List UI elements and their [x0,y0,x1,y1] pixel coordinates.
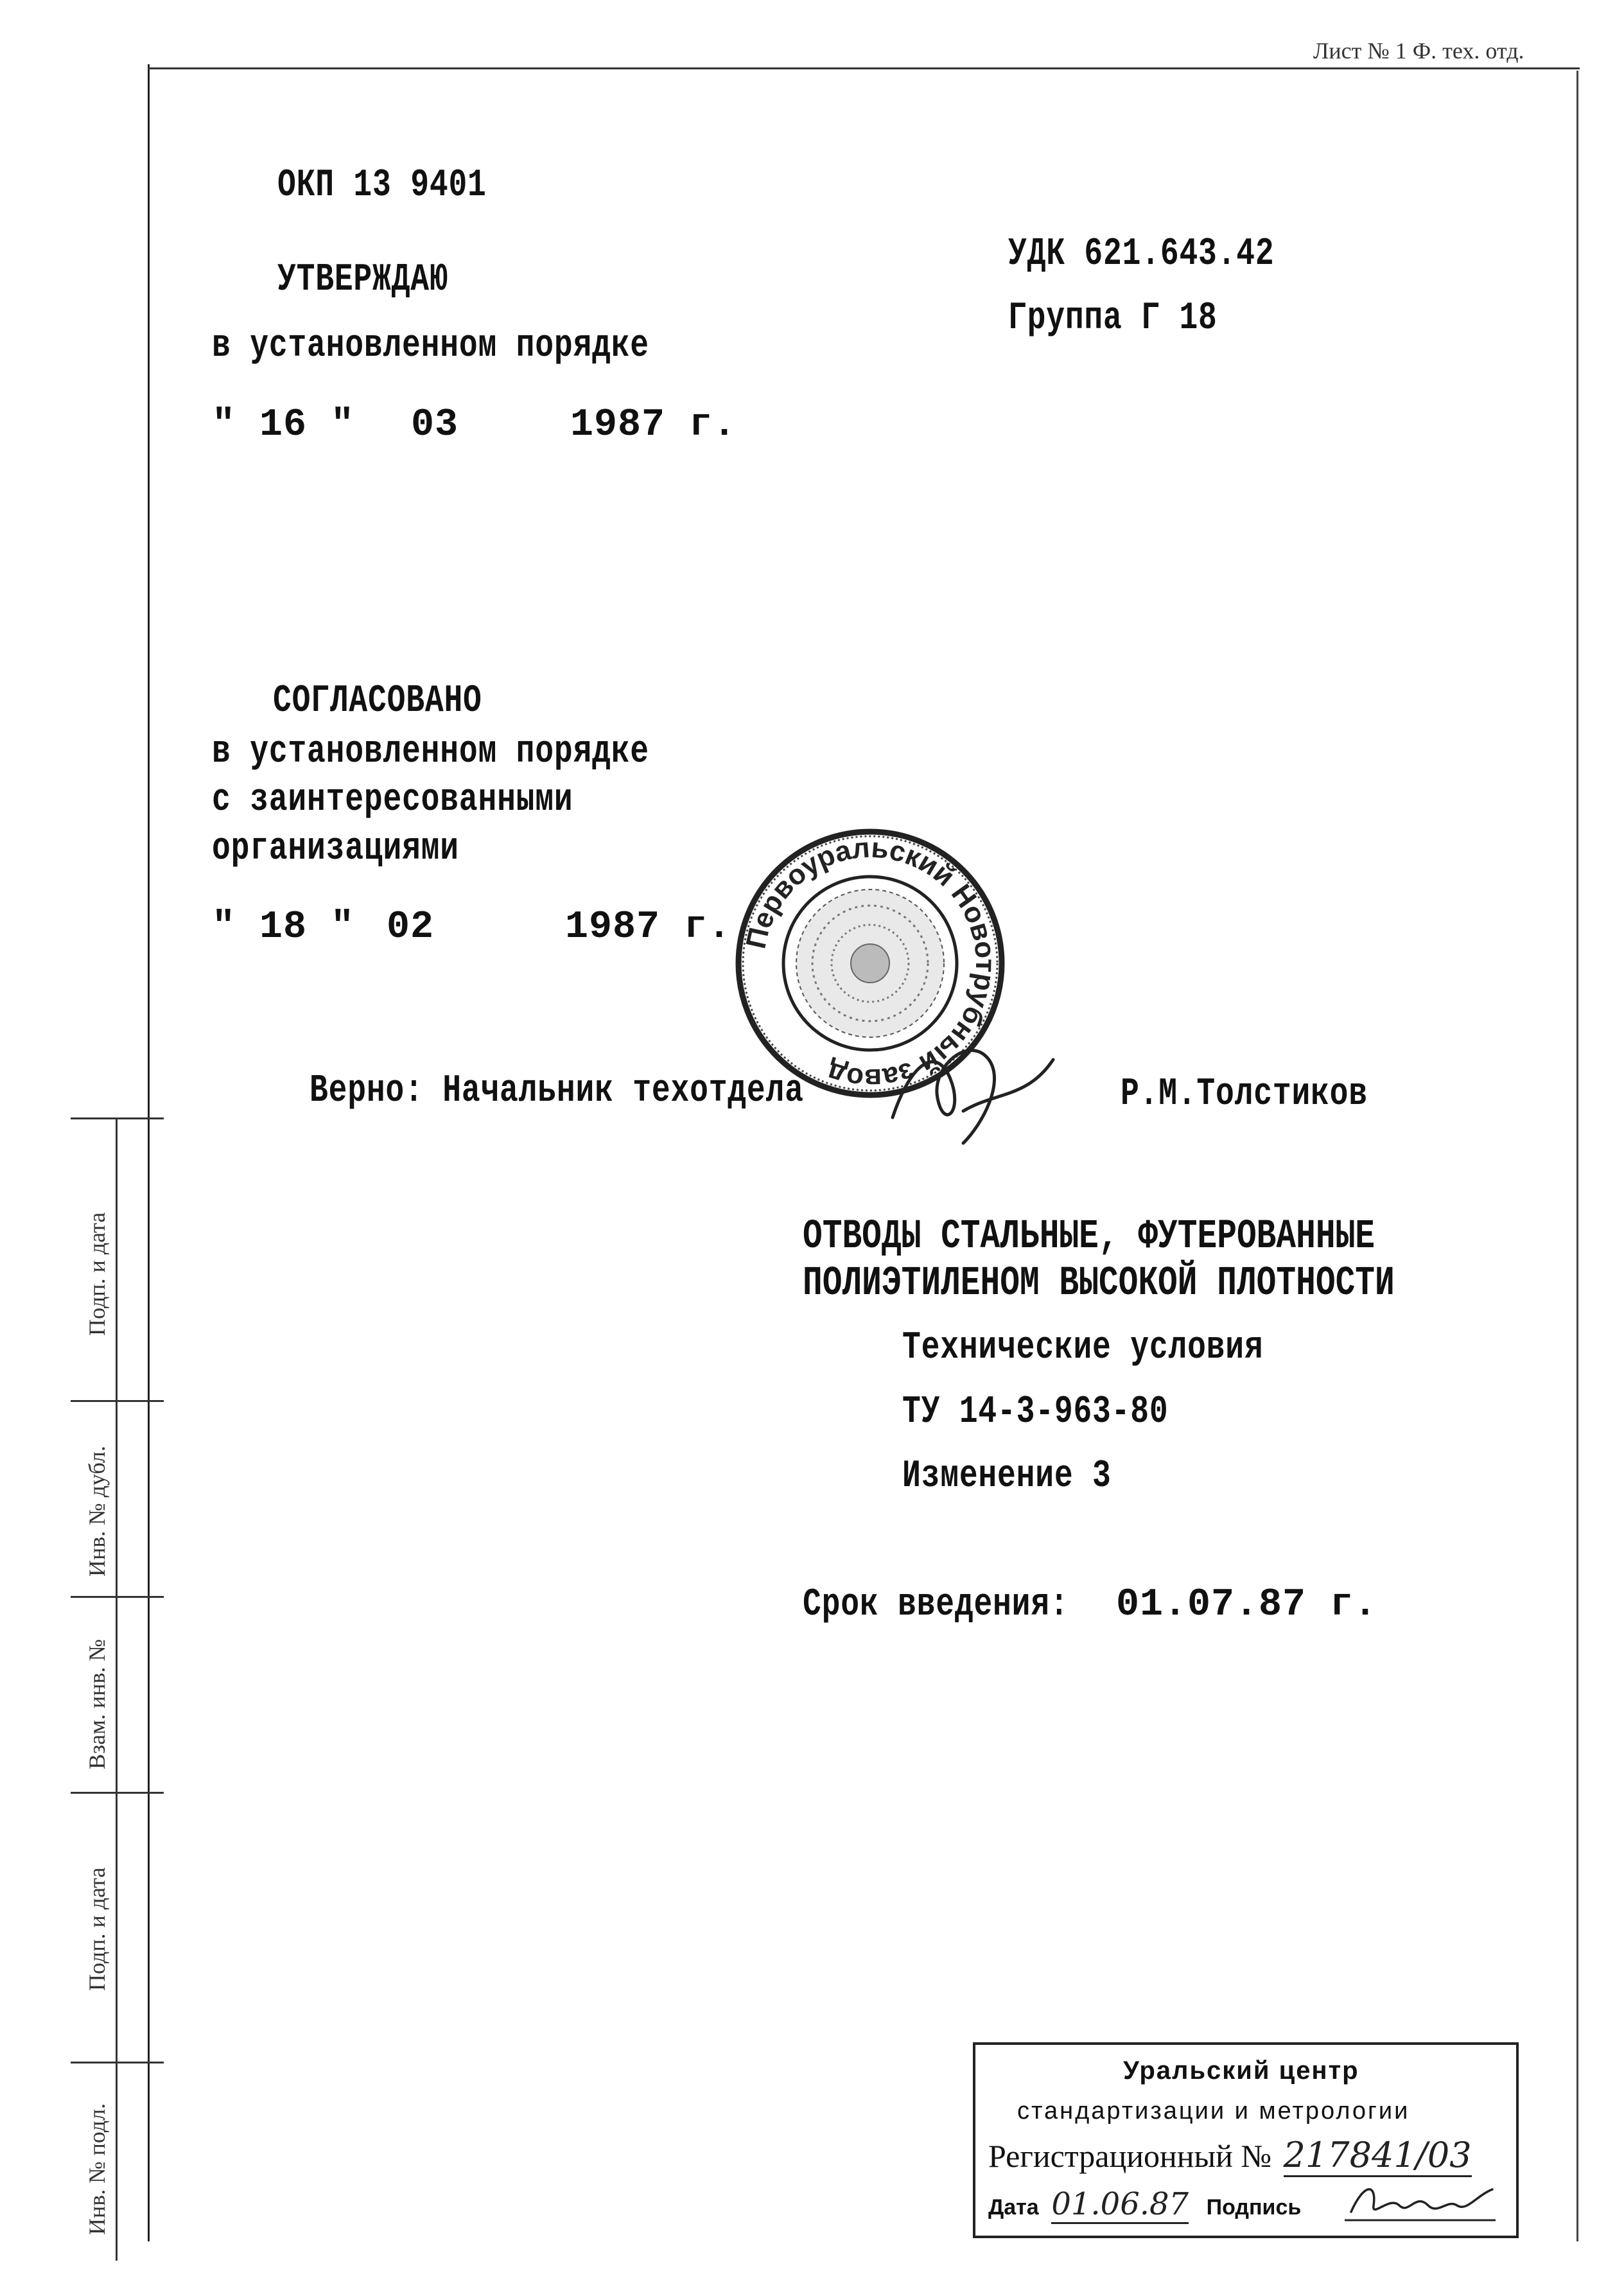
udk-code: УДК 621.643.42 [1008,232,1275,276]
registration-date-value: 01.06.87 [1051,2186,1189,2224]
side-strip-row [71,1792,164,1794]
side-strip [71,1117,164,2261]
frame-right-border [1576,71,1578,2241]
side-strip-label-sign-date-2: Подп. и дата [84,1867,110,1991]
frame-top-border [148,67,1580,69]
document-code: ТУ 14-3-963-80 [902,1390,1169,1434]
chief-signature [867,1021,1072,1153]
registration-date-label: Дата [988,2195,1039,2220]
document-change: Изменение 3 [902,1455,1112,1498]
verified-name: Р.М.Толстиков [1121,1073,1368,1116]
side-strip-divider [116,1117,118,2261]
agreed-line3: организациями [212,827,459,871]
registration-sign-label: Подпись [1206,2195,1302,2220]
registration-number-label: Регистрационный № [988,2138,1272,2174]
side-strip-row [71,1596,164,1598]
okp-code: ОКП 13 9401 [277,164,487,207]
side-strip-label-dup-inv: Инв. № дубл. [84,1446,110,1577]
registration-signature [1345,2177,1499,2228]
document-subtitle: Технические условия [902,1326,1264,1370]
side-strip-label-sign-date: Подп. и дата [84,1212,110,1336]
agreed-year: 1987 г. [565,906,732,949]
effective-date-value: 01.07.87 г. [1116,1583,1378,1627]
registration-org-line2: стандартизации и метрологии [1017,2098,1410,2124]
agreed-line1: в установленном порядке [212,730,649,774]
approve-month: 03 [411,403,459,447]
effective-date-label: Срок введения: [803,1583,1069,1627]
approve-title: УТВЕРЖДАЮ [277,258,449,302]
document-title-line2: ПОЛИЭТИЛЕНОМ ВЫСОКОЙ ПЛОТНОСТИ [803,1261,1395,1307]
registration-number-value: 217841/03 [1284,2135,1472,2177]
side-strip-row [71,2062,164,2063]
verified-label: Верно: Начальник техотдела [310,1069,804,1113]
approve-year: 1987 г. [570,403,737,447]
registration-number-row [988,2135,1472,2177]
document-title-line1: ОТВОДЫ СТАЛЬНЫЕ, ФУТЕРОВАННЫЕ [803,1214,1375,1260]
group-code: Группа Г 18 [1008,297,1218,340]
side-strip-row [71,1400,164,1402]
approve-day: " 16 " [212,403,355,447]
registration-date-row [988,2186,1301,2224]
agreed-title: СОГЛАСОВАНО [273,679,482,723]
registration-org-line1: Уральский центр [1123,2056,1359,2085]
sheet-header-note: Лист № 1 Ф. тех. отд. [1313,38,1524,64]
agreed-line2: с заинтересованными [212,778,573,822]
agreed-month: 02 [387,906,435,949]
side-strip-label-orig-inv: Инв. № подл. [84,2103,110,2235]
agreed-day: " 18 " [212,906,355,949]
approve-line: в установленном порядке [212,324,649,368]
side-strip-row [71,1117,164,1119]
svg-text:Первоуральский Новотрубный зав: Первоуральский Новотрубный завод [740,832,1002,1095]
registration-stamp-box [973,2042,1519,2238]
side-strip-label-repl-inv: Взам. инв. № [84,1639,110,1769]
